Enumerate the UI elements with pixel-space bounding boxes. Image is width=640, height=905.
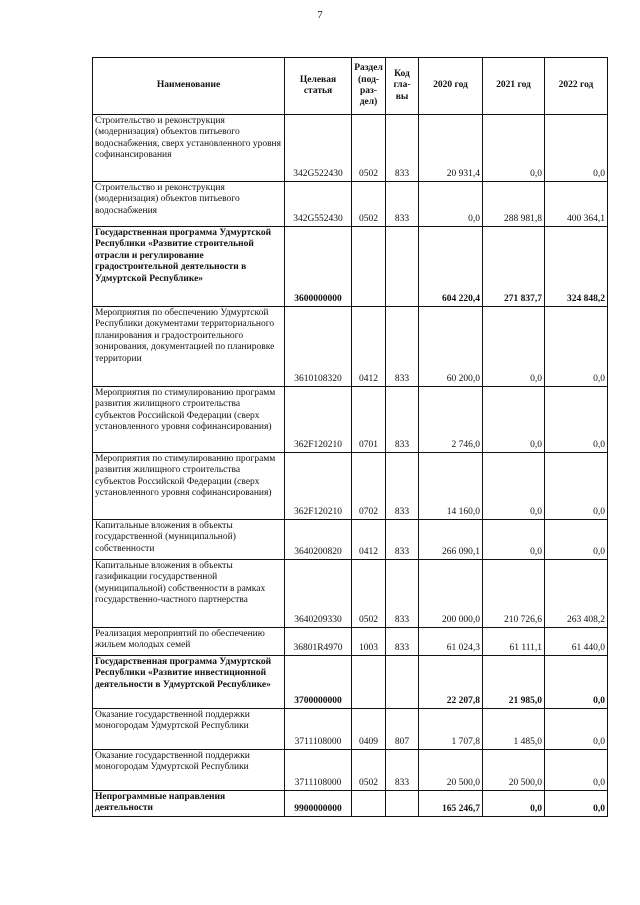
cell-chapter-code: 833: [386, 628, 419, 656]
header-year-2020: 2020 год: [419, 58, 483, 115]
cell-target-article: 3711108000: [285, 709, 352, 750]
cell-year-2021: 0,0: [483, 387, 545, 453]
cell-target-article: 3640209330: [285, 560, 352, 628]
cell-target-article: 9900000000: [285, 791, 352, 817]
cell-year-2020: 165 246,7: [419, 791, 483, 817]
budget-table: [92, 57, 608, 817]
header-chapter-code: Код гла-вы: [386, 58, 419, 115]
cell-chapter-code: 833: [386, 453, 419, 520]
header-year-2021: 2021 год: [483, 58, 545, 115]
cell-chapter-code: 833: [386, 307, 419, 387]
cell-name: Мероприятия по стимулированию программ развития жилищного строительства субъектов Российской Федерации (сверх установленного уровня софинансирования): [93, 453, 285, 520]
cell-name: Строительство и реконструкция (модернизация) объектов питьевого водоснабжения: [93, 182, 285, 227]
cell-year-2021: 0,0: [483, 307, 545, 387]
cell-year-2022: 263 408,2: [545, 560, 608, 628]
cell-year-2022: 0,0: [545, 453, 608, 520]
cell-year-2020: 14 160,0: [419, 453, 483, 520]
page-number: 7: [317, 9, 323, 21]
cell-target-article: 3711108000: [285, 750, 352, 791]
cell-year-2021: 1 485,0: [483, 709, 545, 750]
cell-name: Строительство и реконструкция (модернизация) объектов питьевого водоснабжения, сверх установленного уровня софинансирования: [93, 115, 285, 182]
table-row: [93, 182, 608, 227]
cell-year-2020: 200 000,0: [419, 560, 483, 628]
cell-year-2020: 0,0: [419, 182, 483, 227]
cell-name: Непрограммные направления деятельности: [93, 791, 285, 817]
cell-section: [352, 791, 386, 817]
table-body: [93, 115, 608, 817]
cell-year-2022: 400 364,1: [545, 182, 608, 227]
cell-section: 0412: [352, 520, 386, 560]
cell-year-2021: 0,0: [483, 453, 545, 520]
table-row: [93, 560, 608, 628]
cell-chapter-code: [386, 791, 419, 817]
cell-year-2020: 61 024,3: [419, 628, 483, 656]
cell-year-2021: 271 837,7: [483, 227, 545, 307]
table-row: [93, 709, 608, 750]
cell-year-2020: 266 090,1: [419, 520, 483, 560]
cell-target-article: 342G522430: [285, 115, 352, 182]
cell-chapter-code: 833: [386, 115, 419, 182]
cell-chapter-code: 833: [386, 560, 419, 628]
table-row: [93, 628, 608, 656]
cell-target-article: 36801R4970: [285, 628, 352, 656]
cell-year-2022: 0,0: [545, 791, 608, 817]
cell-section: 0502: [352, 115, 386, 182]
cell-year-2020: 604 220,4: [419, 227, 483, 307]
cell-section: [352, 656, 386, 709]
header-section: Раздел (под-раз-дел): [352, 58, 386, 115]
cell-year-2020: 60 200,0: [419, 307, 483, 387]
cell-chapter-code: [386, 656, 419, 709]
cell-target-article: 3610108320: [285, 307, 352, 387]
cell-target-article: 362F120210: [285, 387, 352, 453]
table-row: [93, 227, 608, 307]
cell-name: Мероприятия по стимулированию программ развития жилищного строительства субъектов Российской Федерации (сверх установленного уровня софинансирования): [93, 387, 285, 453]
cell-chapter-code: 833: [386, 387, 419, 453]
cell-section: 0412: [352, 307, 386, 387]
cell-name: Реализация мероприятий по обеспечению жильем молодых семей: [93, 628, 285, 656]
cell-year-2022: 0,0: [545, 520, 608, 560]
header-year-2022: 2022 год: [545, 58, 608, 115]
table-row: [93, 387, 608, 453]
cell-chapter-code: 833: [386, 750, 419, 791]
header-name: Наименование: [93, 58, 285, 115]
cell-year-2020: 20 500,0: [419, 750, 483, 791]
cell-name: Государственная программа Удмуртской Республики «Развитие строительной отрасли и регулирование градостроительной деятельности в Удмуртской Республике»: [93, 227, 285, 307]
cell-name: Государственная программа Удмуртской Республики «Развитие инвестиционной деятельности в Удмуртской Республике»: [93, 656, 285, 709]
cell-year-2022: 0,0: [545, 709, 608, 750]
cell-year-2022: 0,0: [545, 656, 608, 709]
cell-year-2022: 61 440,0: [545, 628, 608, 656]
cell-year-2021: 0,0: [483, 791, 545, 817]
cell-section: 0701: [352, 387, 386, 453]
cell-section: 0409: [352, 709, 386, 750]
cell-year-2022: 0,0: [545, 307, 608, 387]
cell-target-article: 3600000000: [285, 227, 352, 307]
cell-section: 0502: [352, 750, 386, 791]
cell-year-2021: 0,0: [483, 520, 545, 560]
cell-chapter-code: 807: [386, 709, 419, 750]
cell-name: Капитальные вложения в объекты газификации государственной (муниципальной) собственности в рамках государственно-частного партнерства: [93, 560, 285, 628]
cell-year-2022: 324 848,2: [545, 227, 608, 307]
header-target-article: Целевая статья: [285, 58, 352, 115]
cell-year-2020: 20 931,4: [419, 115, 483, 182]
cell-section: [352, 227, 386, 307]
cell-target-article: 3640200820: [285, 520, 352, 560]
cell-year-2022: 0,0: [545, 387, 608, 453]
table-row: [93, 307, 608, 387]
cell-target-article: 362F120210: [285, 453, 352, 520]
cell-year-2021: 61 111,1: [483, 628, 545, 656]
cell-year-2021: 21 985,0: [483, 656, 545, 709]
cell-target-article: 342G552430: [285, 182, 352, 227]
cell-year-2021: 210 726,6: [483, 560, 545, 628]
cell-target-article: 3700000000: [285, 656, 352, 709]
cell-chapter-code: 833: [386, 182, 419, 227]
cell-section: 1003: [352, 628, 386, 656]
cell-section: 0502: [352, 182, 386, 227]
cell-chapter-code: 833: [386, 520, 419, 560]
table-header-row: [93, 58, 608, 115]
table-row: [93, 656, 608, 709]
cell-name: Оказание государственной поддержки моногородам Удмуртской Республики: [93, 709, 285, 750]
cell-year-2020: 2 746,0: [419, 387, 483, 453]
cell-chapter-code: [386, 227, 419, 307]
cell-year-2020: 22 207,8: [419, 656, 483, 709]
cell-year-2021: 0,0: [483, 115, 545, 182]
cell-year-2022: 0,0: [545, 750, 608, 791]
table-row: [93, 791, 608, 817]
cell-section: 0702: [352, 453, 386, 520]
table-row: [93, 520, 608, 560]
cell-year-2022: 0,0: [545, 115, 608, 182]
cell-year-2021: 20 500,0: [483, 750, 545, 791]
cell-name: Капитальные вложения в объекты государственной (муниципальной) собственности: [93, 520, 285, 560]
cell-year-2021: 288 981,8: [483, 182, 545, 227]
cell-section: 0502: [352, 560, 386, 628]
cell-name: Оказание государственной поддержки моногородам Удмуртской Республики: [93, 750, 285, 791]
cell-year-2020: 1 707,8: [419, 709, 483, 750]
table-row: [93, 750, 608, 791]
cell-name: Мероприятия по обеспечению Удмуртской Республики документами территориального планирования и градостроительного зонирования, документацией по планировке территории: [93, 307, 285, 387]
table-row: [93, 115, 608, 182]
table-row: [93, 453, 608, 520]
